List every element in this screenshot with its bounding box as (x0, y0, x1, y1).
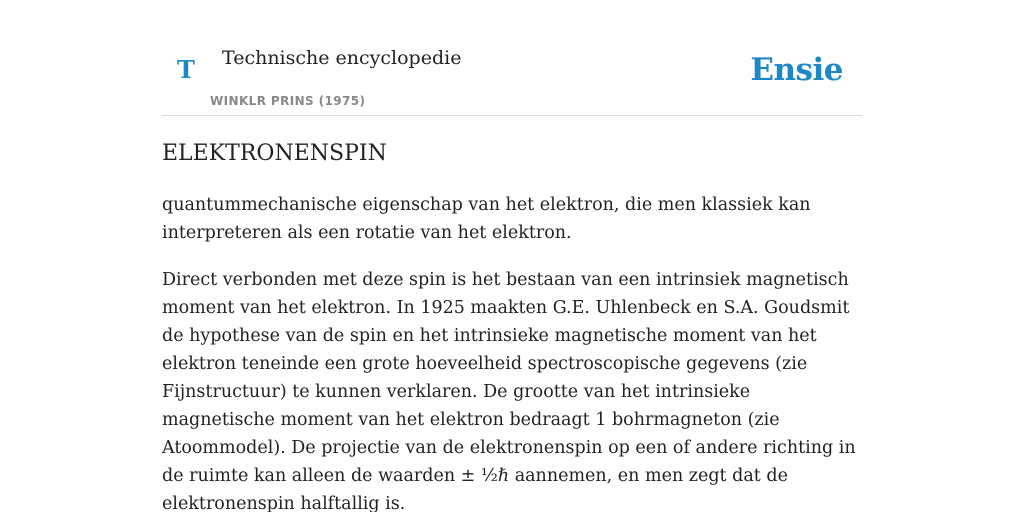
page-title: ELEKTRONENSPIN (162, 141, 387, 166)
article-paragraph: Direct verbonden met deze spin is het bestaan van een intrinsiek magnetisch moment van het elektron. In 1925 maakten G.E. Uhlenbeck en S.A. Goudsmit de hypothese van de spin en het intrinsieke magnetische moment van het elektron teneinde een grote hoeveelheid spectroscopische gegevens (zie Fijnstructuur) te kunnen verklaren. De grootte van het intrinsieke magnetische moment van het elektron bedraagt 1 bohrmagneton (zie Atoommodel). De projectie van de elektronenspin op een of andere richting in de ruimte kan alleen de waarden ± ½ℏ aannemen, en men zegt dat de elektronenspin halftallig is. (162, 270, 856, 512)
encyclopedia-source: WINKLR PRINS (1975) (210, 94, 366, 108)
article-paragraph: quantummechanische eigenschap van het elektron, die men klassiek kan interpreteren als een rotatie van het elektron. (162, 195, 811, 243)
site-header (162, 0, 862, 116)
article (162, 138, 862, 512)
brand-logo[interactable]: Ensie (750, 52, 843, 88)
encyclopedia-title[interactable]: Technische encyclopedie (222, 47, 462, 69)
category-logo-icon[interactable]: T (177, 55, 195, 84)
